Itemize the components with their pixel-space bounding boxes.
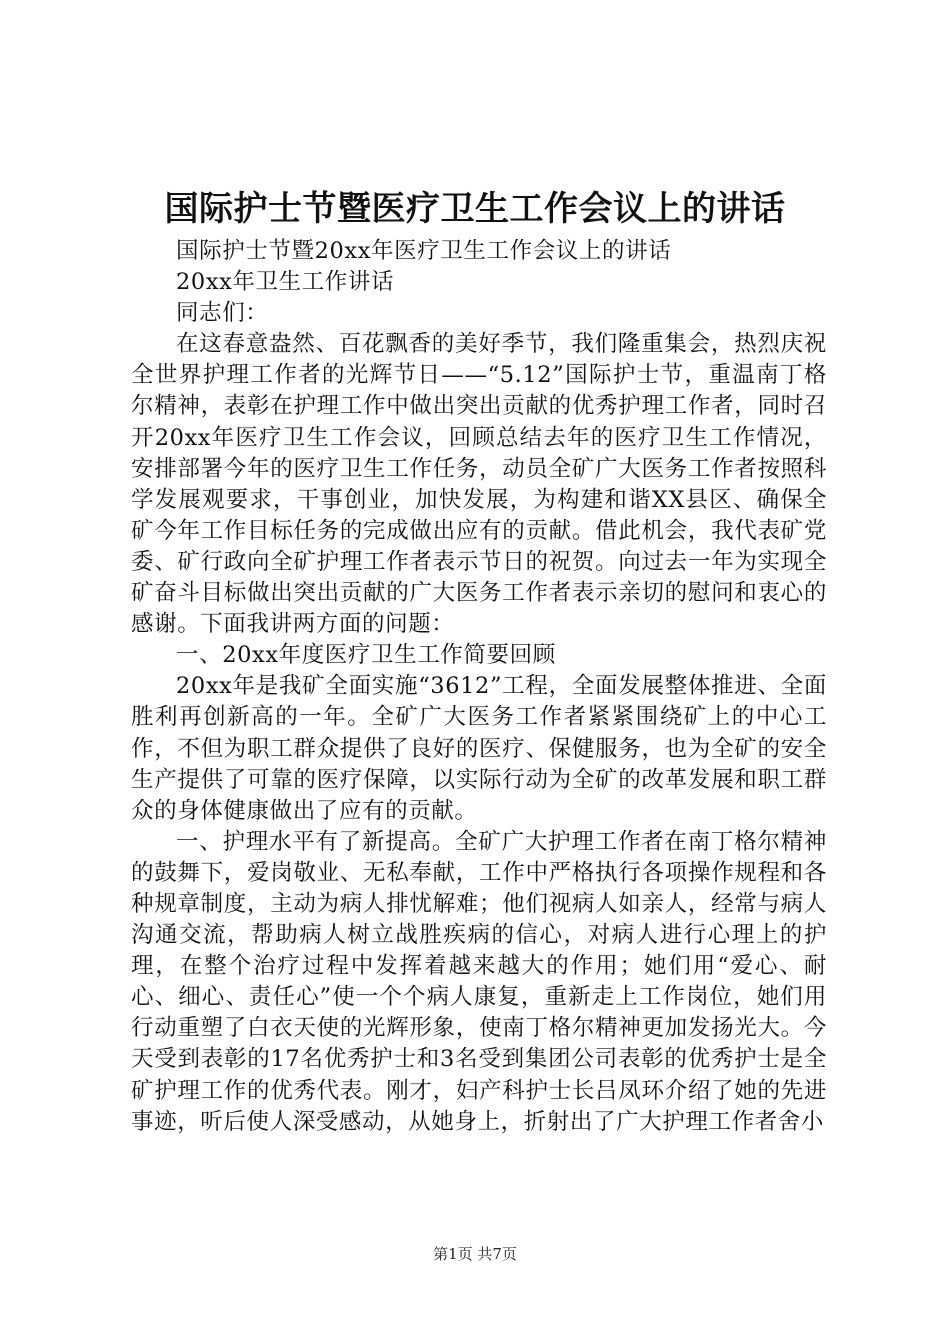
body-paragraph: 一、护理水平有了新提高。全矿广大护理工作者在南丁格尔精神的鼓舞下，爱岗敬业、无私奉献，工作中严格执行各项操作规程和各种规章制度，主动为病人排忧解难；他们视病人如亲人，经常与病人沟通交流，帮助病人树立战胜疾病的信心，对病人进行心理上的护理，在整个治疗过程中发挥着越来越大的作用；她们用“爱心、耐心、细心、责任心”使一个个病人康复，重新走上工作岗位，她们用行动重塑了白衣天使的光辉形象，使南丁格尔精神更加发扬光大。今天受到表彰的17名优秀护士和3名受到集团公司表彰的优秀护士是全矿护理工作的优秀代表。刚才，妇产科护士长吕凤环介绍了她的先进事迹，听后使人深受感动，从她身上，折射出了广大护理工作者舍小 — [131, 828, 827, 1135]
subtitle-paragraph: 20xx年卫生工作讲话 — [176, 269, 395, 296]
document-body — [131, 236, 827, 1138]
body-paragraph: 在这春意盎然、百花飘香的美好季节，我们隆重集会，热烈庆祝全世界护理工作者的光辉节日——“5.12”国际护士节，重温南丁格尔精神，表彰在护理工作中做出突出贡献的优秀护理工作者，同时召开20xx年医疗卫生工作会议，回顾总结去年的医疗卫生工作情况，安排部署今年的医疗卫生工作任务，动员全矿广大医务工作者按照科学发展观要求，干事创业，加快发展，为构建和谐XX县区、确保全矿今年工作目标任务的完成做出应有的贡献。借此机会，我代表矿党委、矿行政向全矿护理工作者表示节日的祝贺。向过去一年为实现全矿奋斗目标做出突出贡献的广大医务工作者表示亲切的慰问和衷心的感谢。下面我讲两方面的问题： — [131, 331, 827, 638]
section-heading: 一、20xx年度医疗卫生工作简要回顾 — [176, 642, 556, 669]
page-title: 国际护士节暨医疗卫生工作会议上的讲话 — [164, 189, 786, 229]
subtitle-paragraph: 国际护士节暨20xx年医疗卫生工作会议上的讲话 — [176, 238, 672, 264]
body-paragraph: 20xx年是我矿全面实施“3612”工程，全面发展整体推进、全面胜利再创新高的一年。全矿广大医务工作者紧紧围绕矿上的中心工作，不但为职工群众提供了良好的医疗、保健服务，也为全矿的安全生产提供了可靠的医疗保障，以实际行动为全矿的改革发展和职工群众的身体健康做出了应有的贡献。 — [131, 673, 827, 824]
salutation-paragraph: 同志们： — [176, 300, 269, 327]
page-footer: 第1页 共7页 — [433, 1245, 517, 1263]
